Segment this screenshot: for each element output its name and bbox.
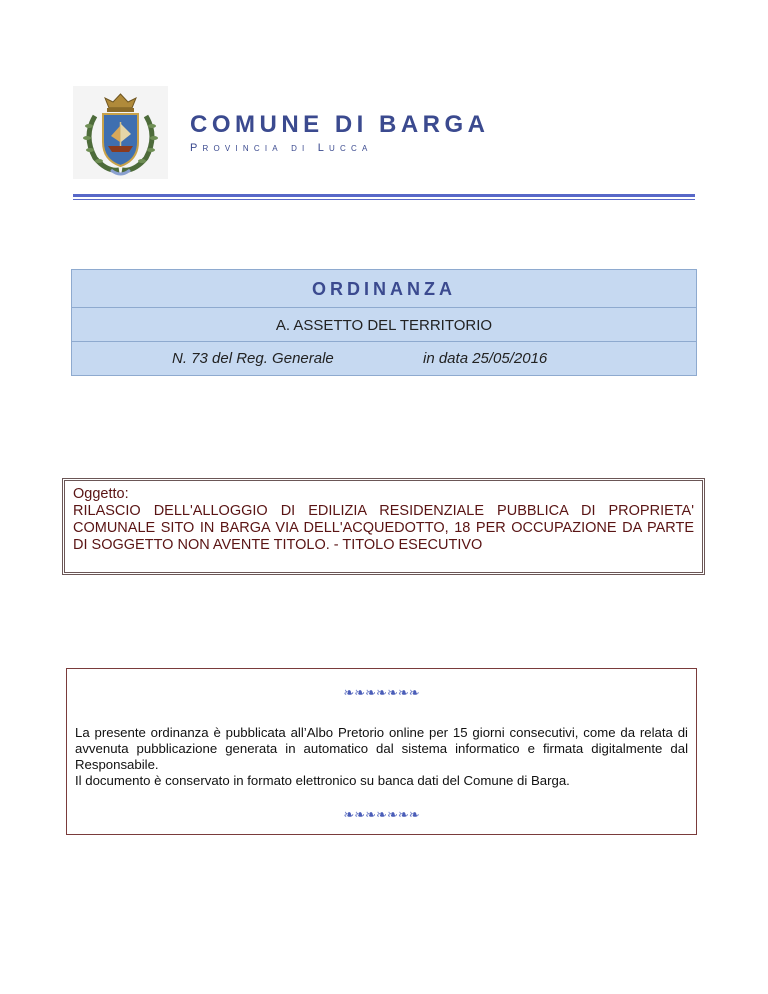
- ordinance-area-row: [72, 308, 696, 342]
- conservation-paragraph: Il documento è conservato in formato elettronico su banca dati del Comune di Barga.: [75, 773, 570, 788]
- ornament-divider-bottom: ❧❧❧❧❧❧❧: [343, 807, 420, 822]
- publication-text: [75, 725, 688, 789]
- publication-notice-box: [66, 668, 697, 835]
- ordinance-number-row: [72, 342, 696, 376]
- coat-of-arms-logo: [73, 86, 168, 179]
- ordinance-heading: ORDINANZA: [312, 279, 456, 299]
- header-divider-thin: [73, 199, 695, 200]
- subject-label: Oggetto:: [73, 486, 129, 502]
- ordinance-area: A. ASSETTO DEL TERRITORIO: [275, 317, 493, 334]
- ordinance-info-table: [71, 269, 697, 376]
- ornament-divider-top: ❧❧❧❧❧❧❧: [343, 685, 420, 700]
- province-subtitle: Provincia di Lucca: [190, 142, 373, 154]
- header-divider-thick: [73, 194, 695, 197]
- publication-paragraph: La presente ordinanza è pubblicata all’Albo Pretorio online per 15 giorni consecutivi, come da relata di avvenuta pubblicazione generata in automatico dal sistema informatico e firmata digitalmente dal Responsabile.: [75, 725, 688, 772]
- ordinance-heading-row: [72, 270, 696, 308]
- ordinance-number: N. 73 del Reg. Generale: [172, 350, 334, 367]
- subject-box: [62, 478, 705, 575]
- municipality-title: COMUNE DI BARGA: [190, 111, 490, 138]
- subject-text: RILASCIO DELL'ALLOGGIO DI EDILIZIA RESIDENZIALE PUBBLICA DI PROPRIETA' COMUNALE SITO IN BARGA VIA DELL'ACQUEDOTTO, 18 PER OCCUPAZIONE DA PARTE DI SOGGETTO NON AVENTE TITOLO. - TITOLO ESECUTIVO: [73, 503, 694, 553]
- ordinance-date: in data 25/05/2016: [423, 350, 548, 367]
